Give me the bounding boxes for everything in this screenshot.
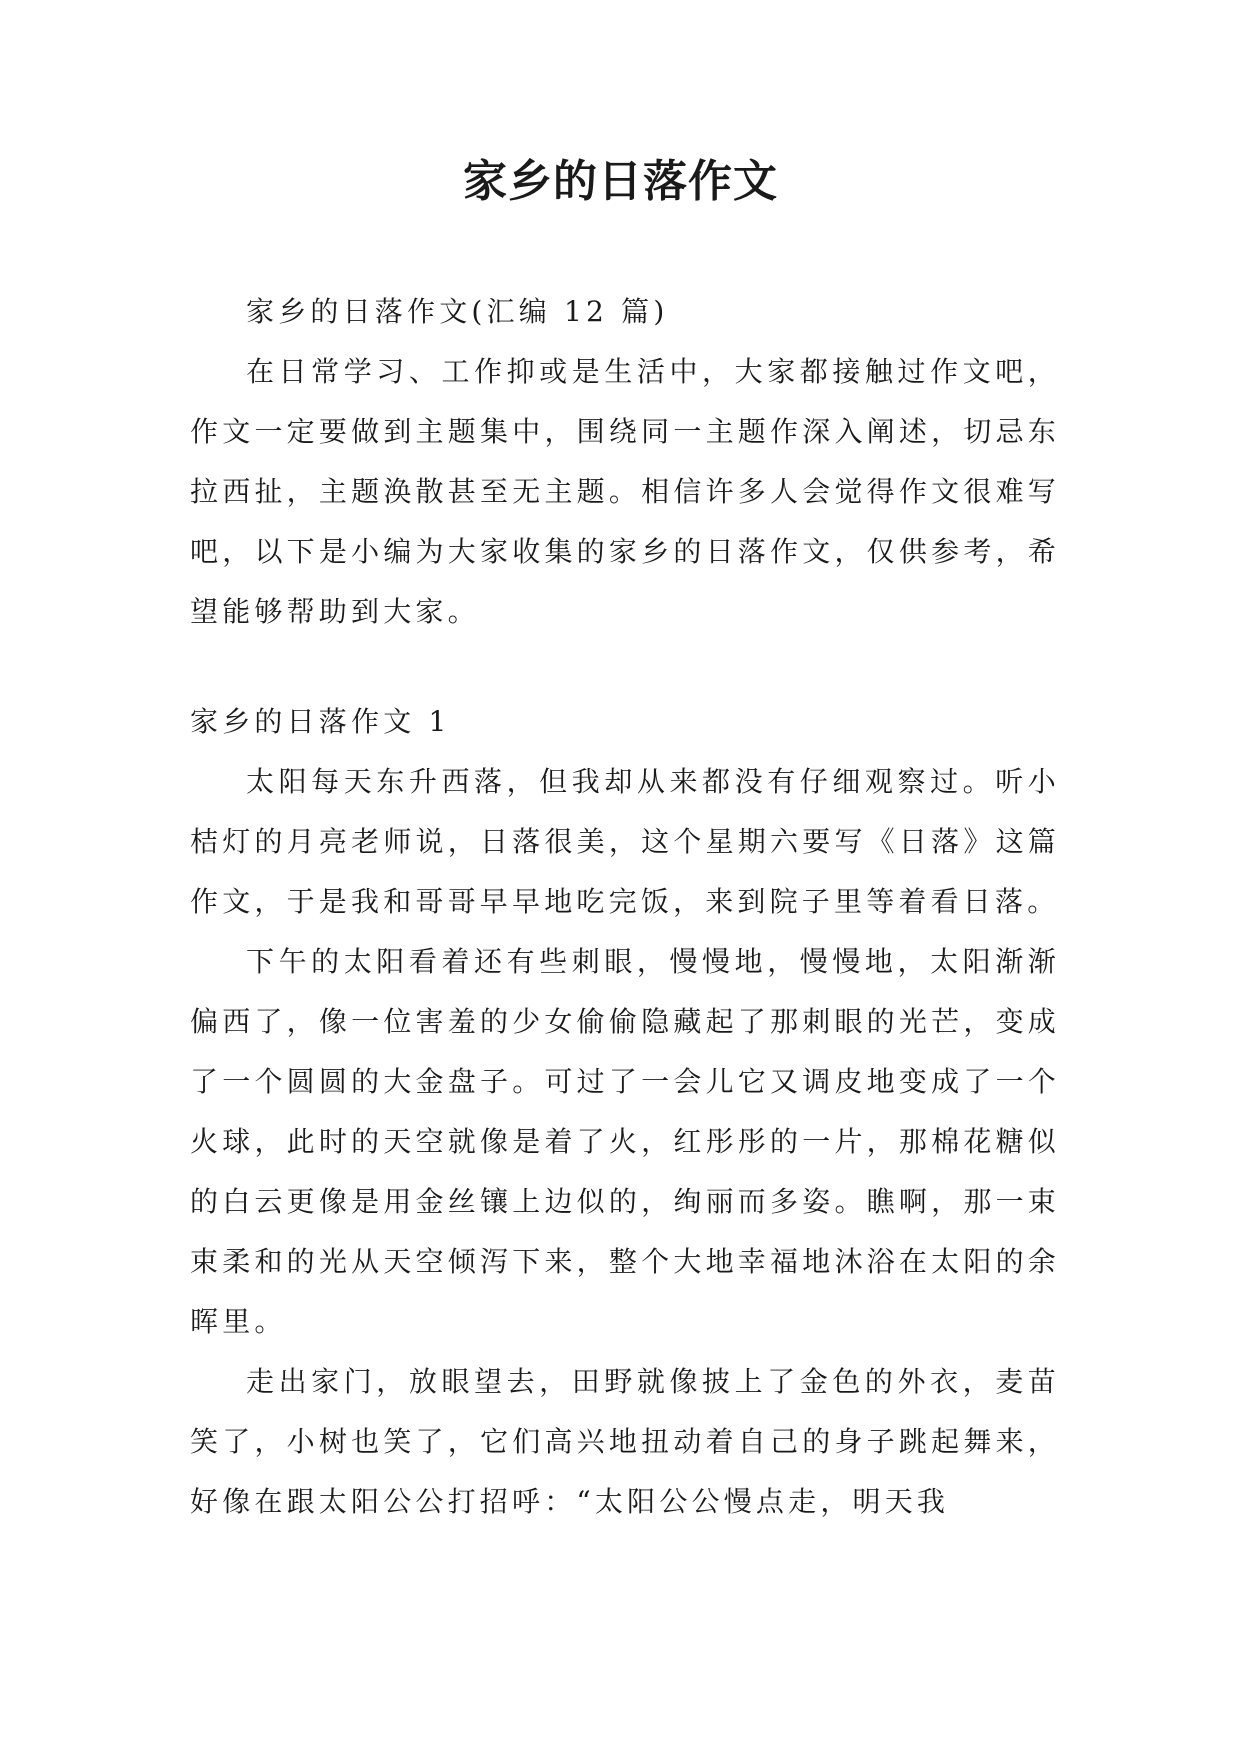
- section-gap: [190, 642, 1060, 692]
- document-title: 家乡的日落作文: [463, 156, 778, 207]
- section-paragraph: 走出家门，放眼望去，田野就像披上了金色的外衣，麦苗笑了，小树也笑了，它们高兴地扭动着自己的身子跳起舞来，好像在跟太阳公公打招呼：“太阳公公慢点走，明天我: [190, 1365, 1060, 1518]
- intro-heading: 家乡的日落作文(汇编 12 篇): [246, 295, 669, 328]
- section-paragraph: 下午的太阳看着还有些刺眼，慢慢地，慢慢地，太阳渐渐偏西了，像一位害羞的少女偷偷隐藏起了那刺眼的光芒，变成了一个圆圆的大金盘子。可过了一会儿它又调皮地变成了一个火球，此时的天空就像是着了火，红彤彤的一片，那棉花糖似的白云更像是用金丝镶上边似的，绚丽而多姿。瞧啊，那一束束柔和的光从天空倾泻下来，整个大地幸福地沐浴在太阳的余晖里。: [190, 945, 1060, 1338]
- document-body: [190, 282, 1060, 1532]
- section-paragraph: 太阳每天东升西落，但我却从来都没有仔细观察过。听小桔灯的月亮老师说，日落很美，这个星期六要写《日落》这篇作文，于是我和哥哥早早地吃完饭，来到院子里等着看日落。: [190, 765, 1060, 918]
- intro-paragraph: 在日常学习、工作抑或是生活中，大家都接触过作文吧，作文一定要做到主题集中，围绕同一主题作深入阐述，切忌东拉西扯，主题涣散甚至无主题。相信许多人会觉得作文很难写吧，以下是小编为大家收集的家乡的日落作文，仅供参考，希望能够帮助到大家。: [190, 355, 1060, 628]
- section-heading: 家乡的日落作文 1: [190, 705, 451, 738]
